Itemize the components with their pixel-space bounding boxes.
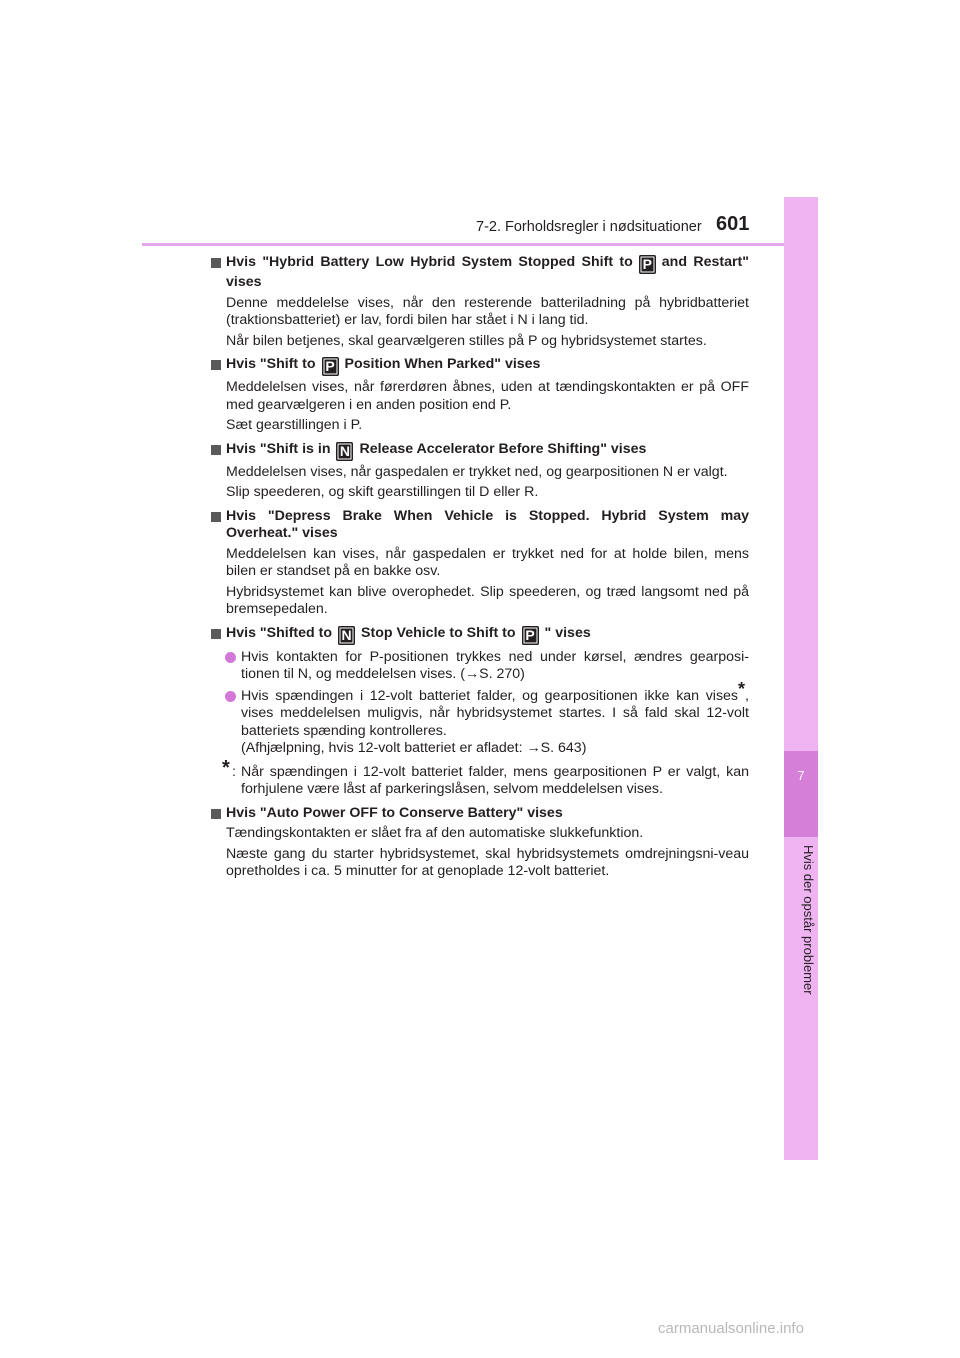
gear-p-icon: P — [522, 626, 539, 645]
section-heading: Hvis "Depress Brake When Vehicle is Stopped. Hybrid System may Overheat." vises — [211, 508, 749, 543]
paragraph: Tændingskontakten er slået fra af den automatiske slukkefunktion. — [226, 825, 644, 841]
paragraph: Næste gang du starter hybridsystemet, skal hybridsystemets omdrejningsni-veau opretholdes i ca. 5 minutter for at genoplade 12-volt batteriet. — [226, 845, 749, 879]
paragraph: Denne meddelelse vises, når den resterende batteriladning på hybridbatteriet (traktionsbatteriet) er lav, fordi bilen har stået i N i lang tid. — [226, 294, 749, 328]
section-heading: Hvis "Hybrid Battery Low Hybrid System Stopped Shift to P and Restart" vises — [211, 254, 749, 292]
paragraph: Meddelelsen vises, når førerdøren åbnes, uden at tændingskontakten er på OFF med gearvælgeren i en anden position end P. — [226, 379, 749, 413]
gear-p-icon: P — [322, 357, 339, 376]
paragraph: Hybridsystemet kan blive overophedet. Slip speederen, og træd langsomt ned på bremsepedalen. — [226, 583, 749, 617]
footnote-star: * — [222, 756, 230, 779]
arrow-icon: → — [526, 740, 541, 756]
page-body — [211, 254, 749, 881]
chapter-number: 7 — [797, 768, 805, 783]
square-bullet-icon — [211, 512, 221, 522]
gear-p-icon: P — [639, 255, 656, 274]
list-item: Hvis kontakten for P-positionen trykkes ned under kørsel, ændres gearposi-tionen til N, og meddelelsen vises. (→S. 270) — [211, 649, 749, 684]
watermark: carmanualsonline.info — [658, 1320, 804, 1337]
square-bullet-icon — [211, 809, 221, 819]
gear-n-icon: N — [338, 626, 355, 645]
round-bullet-icon — [225, 652, 236, 663]
square-bullet-icon — [211, 360, 221, 370]
chapter-side-tab — [784, 197, 818, 1160]
paragraph: Når bilen betjenes, skal gearvælgeren stilles på P og hybridsystemet startes. — [226, 332, 707, 349]
list-item: Hvis spændingen i 12-volt batteriet falder, og gearpositionen ikke kan vises*, vises meddelelsen muligvis, når hybridsystemet startes. I så fald skal 12-volt batteriets spænding kontrolleres. (Afhjælpning, hvis 12-volt batteriet er afladet: →S. 643) — [211, 688, 749, 758]
gear-n-icon: N — [336, 442, 353, 461]
square-bullet-icon — [211, 629, 221, 639]
round-bullet-icon — [225, 691, 236, 702]
section-heading: Hvis "Shift is in N Release Accelerator Before Shifting" vises — [211, 441, 749, 461]
paragraph: Meddelelsen kan vises, når gaspedalen er trykket ned for at holde bilen, mens bilen er standset på en bakke osv. — [226, 545, 749, 579]
section-title: 7-2. Forholdsregler i nødsituationer — [476, 219, 702, 235]
footnote: * : Når spændingen i 12-volt batteriet falder, mens gearpositionen P er valgt, kan forhjulene være låst af parkeringslåsen, selvom meddelelsen vises. — [222, 756, 749, 797]
square-bullet-icon — [211, 258, 221, 268]
footnote-marker: * — [738, 678, 746, 699]
paragraph: Sæt gearstillingen i P. — [226, 417, 363, 433]
paragraph: Meddelelsen vises, når gaspedalen er trykket ned, og gearpositionen N er valgt. — [226, 463, 728, 480]
section-heading: Hvis "Auto Power OFF to Conserve Battery" vises — [211, 805, 749, 823]
section-heading: Hvis "Shift to P Position When Parked" vises — [211, 356, 749, 376]
chapter-number-box — [784, 751, 818, 837]
section-heading: Hvis "Shifted to N Stop Vehicle to Shift to P " vises — [211, 625, 749, 645]
page-number: 601 — [716, 213, 750, 235]
header-divider — [142, 243, 784, 246]
chapter-title: Hvis der opstår problemer — [801, 845, 816, 995]
paragraph: Slip speederen, og skift gearstillingen til D eller R. — [226, 484, 539, 500]
arrow-icon: → — [464, 666, 480, 682]
square-bullet-icon — [211, 445, 221, 455]
